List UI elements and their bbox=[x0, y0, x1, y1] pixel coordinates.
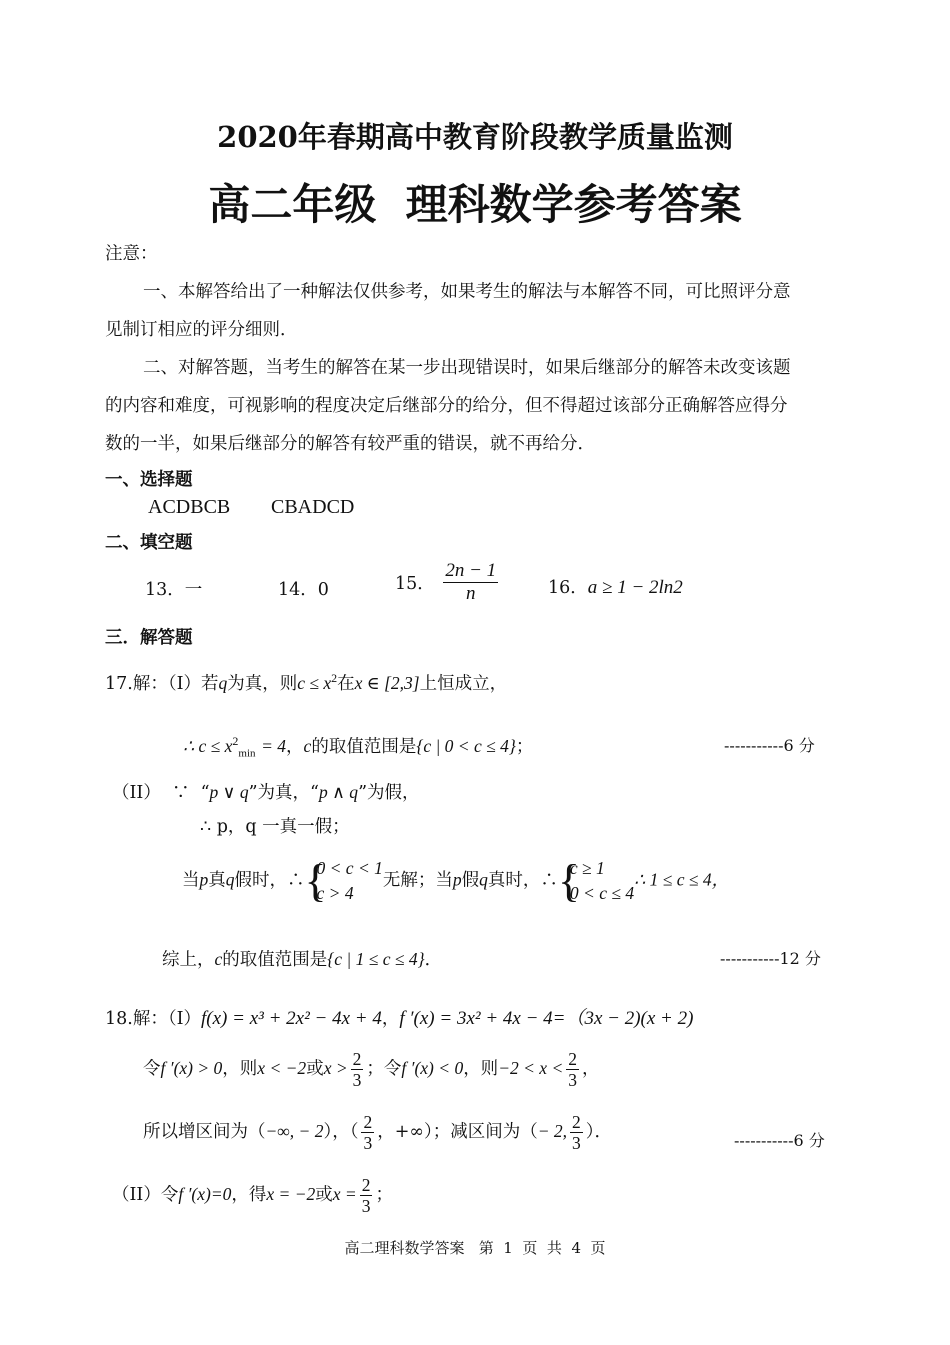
p17-no-solution: 无解；当 bbox=[382, 870, 453, 891]
p17-summary-text: 综上， bbox=[162, 950, 215, 970]
p17-case2-false: 假 bbox=[461, 870, 480, 891]
p17-text-3: 上恒成立， bbox=[419, 674, 508, 694]
q14-number: 14． bbox=[278, 580, 318, 600]
p18-x-lt-neg2: x < −2 bbox=[257, 1058, 307, 1079]
choice-answers-1-6: ACDBCB bbox=[148, 496, 231, 518]
p17-case2-true: 真时，∴ bbox=[487, 870, 558, 891]
p18-derivative: f ′(x) = 3x² + 4x − 4=（3x − 2)(x + 2) bbox=[399, 1008, 694, 1029]
p18-frac-3-num: 2 bbox=[363, 1112, 373, 1132]
page-footer: 高二理科数学答案 第 1 页 共 4 页 bbox=[344, 1239, 606, 1257]
p18-let-2: ；令 bbox=[366, 1059, 402, 1080]
q15-answer bbox=[395, 560, 501, 605]
note-2-line-2: 的内容和难度，可视影响的程度决定后继部分的给分，但不得超过该部分正确解答应得分 bbox=[105, 396, 788, 416]
p17-comma: ， bbox=[286, 737, 304, 757]
p17-text-2: 在 bbox=[337, 674, 355, 694]
p18-frac-5 bbox=[360, 1175, 373, 1216]
note-1-line-1: 一、本解答给出了一种解法仅供参考，如果考生的解法与本解答不同，可比照评分意 bbox=[143, 282, 791, 302]
p18-line-1 bbox=[105, 1003, 693, 1030]
p18-interval-1: −∞, − 2 bbox=[265, 1121, 324, 1142]
p17-p-or-q: p ∨ q bbox=[209, 782, 249, 802]
section-fill-heading: 二、填空题 bbox=[105, 533, 193, 553]
p18-comma: ， bbox=[381, 1009, 400, 1029]
document-title: 2020年春期高中教育阶段教学质量监测 bbox=[217, 120, 733, 154]
p18-comma-2: ， bbox=[582, 1059, 600, 1080]
p17-min-expr: ∴ c ≤ x bbox=[183, 736, 233, 756]
p18-decreasing-text: ，+∞）；减区间为（ bbox=[377, 1122, 538, 1143]
p17-line-2: ∴ $c \le x^2_{min} = 4$，c的取值范围是{c | 0 < c ≤ 4}； bbox=[183, 734, 534, 760]
p18-frac-4-den: 3 bbox=[572, 1133, 581, 1154]
p17-intro: 17.解：（I）若 bbox=[105, 674, 219, 694]
p18-frac-1-num: 2 bbox=[352, 1049, 362, 1069]
p17-line-3 bbox=[112, 779, 420, 804]
p17-line-4: ∴ p，q 一真一假； bbox=[200, 817, 350, 837]
p18-interval-3-start: − 2, bbox=[537, 1121, 568, 1142]
p18-frac-1-den: 3 bbox=[352, 1070, 362, 1091]
p17-system-2: { c ≥ 1 0 < c ≤ 4 bbox=[557, 855, 635, 906]
p17-summary-c: c bbox=[214, 949, 223, 969]
p18-x-gt: x > bbox=[323, 1058, 348, 1079]
p17-system-1-row-2: c > 4 bbox=[316, 883, 354, 903]
p18-fp-positive: f ′(x) > 0 bbox=[160, 1058, 223, 1079]
p17-system-2-row-2: 0 < c ≤ 4 bbox=[569, 883, 635, 903]
p17-summary bbox=[162, 946, 442, 971]
p17-semicolon: ； bbox=[515, 737, 534, 757]
q13-answer bbox=[145, 576, 202, 601]
p18-fp-negative: f ′(x) < 0 bbox=[401, 1058, 464, 1079]
p17-min-sub: min bbox=[238, 747, 256, 760]
p17-case-false: 假时，∴ bbox=[234, 870, 305, 891]
p17-case-true: 真 bbox=[208, 870, 226, 891]
p17-range-set: {c | 0 < c ≤ 4} bbox=[416, 736, 516, 756]
p18-fp-zero: f ′(x)=0 bbox=[178, 1184, 232, 1205]
p17-line-1: 17.解：（I）若q为真，则$c \le x^2$在x ∈ [2,3]上恒成立， bbox=[105, 671, 508, 694]
p18-frac-3-den: 3 bbox=[363, 1133, 373, 1154]
p18-frac-2-den: 3 bbox=[568, 1070, 578, 1091]
p18-then-2: ，则 bbox=[463, 1059, 499, 1080]
q14-value: 0 bbox=[317, 580, 329, 600]
q15-denominator: n bbox=[466, 582, 476, 604]
p18-function: f(x) = x³ + 2x² − 4x + 4 bbox=[201, 1008, 382, 1029]
q14-answer bbox=[278, 576, 329, 601]
p18-part2-let: （II）令 bbox=[112, 1185, 179, 1206]
q13-number: 13． bbox=[145, 580, 185, 600]
p18-or-1: 或 bbox=[306, 1059, 324, 1080]
p17-var-c: c bbox=[303, 736, 312, 756]
p17-system-1-row-1: 0 < c < 1 bbox=[316, 858, 383, 878]
p17-case-when: 当 bbox=[182, 870, 200, 891]
p17-summary-range-text: 的取值范围是 bbox=[222, 950, 328, 970]
p18-frac-5-num: 2 bbox=[361, 1175, 371, 1195]
p17-case2-p: p bbox=[452, 869, 462, 890]
section-solution-heading: 三．解答题 bbox=[105, 628, 193, 648]
document-subtitle: 高二年级 理科数学参考答案 bbox=[208, 180, 742, 229]
p18-frac-4-num: 2 bbox=[572, 1112, 581, 1132]
p18-get: ，得 bbox=[231, 1185, 267, 1206]
p17-p-and-q: p ∧ q bbox=[319, 782, 359, 802]
p17-case-p: p bbox=[199, 869, 209, 890]
p18-frac-1 bbox=[351, 1049, 364, 1090]
p17-part2-label: （II） ∵ “ bbox=[112, 783, 210, 803]
p18-frac-4 bbox=[570, 1112, 583, 1153]
note-2-line-1: 二、对解答题，当考生的解答在某一步出现错误时，如果后继部分的解答未改变该题 bbox=[143, 358, 791, 378]
p17-part2-text-1: ”为真，“ bbox=[248, 783, 319, 803]
p18-x-between: −2 < x < bbox=[498, 1058, 564, 1079]
p18-semicolon: ； bbox=[375, 1185, 393, 1206]
p17-inequality: c ≤ x bbox=[297, 673, 332, 693]
p18-let-1: 令 bbox=[143, 1059, 161, 1080]
p18-increasing-text: 所以增区间为（ bbox=[143, 1122, 266, 1143]
p17-score-1: -----------6 分 bbox=[724, 736, 815, 755]
notes-label: 注意： bbox=[105, 244, 158, 264]
p17-range-text: 的取值范围是 bbox=[311, 737, 417, 757]
p17-system-2-row-1: c ≥ 1 bbox=[569, 858, 605, 878]
q15-numerator: 2n − 1 bbox=[445, 560, 497, 581]
p18-frac-2 bbox=[566, 1049, 579, 1090]
p17-domain: x ∈ [2,3] bbox=[354, 673, 420, 693]
p18-score-1: -----------6 分 bbox=[734, 1131, 825, 1150]
p18-line-4 bbox=[112, 1175, 393, 1216]
p18-then-1: ，则 bbox=[222, 1059, 258, 1080]
q15-number: 15． bbox=[395, 573, 435, 594]
p17-case-q: q bbox=[225, 869, 235, 890]
q16-answer bbox=[548, 574, 683, 599]
note-1-line-2: 见制订相应的评分细则． bbox=[105, 320, 298, 340]
p17-score-2: -----------12 分 bbox=[720, 949, 821, 968]
p18-frac-3 bbox=[361, 1112, 374, 1153]
q13-value: 一 bbox=[184, 580, 203, 600]
p17-summary-set: {c | 1 ≤ c ≤ 4} bbox=[327, 949, 425, 969]
p18-interval-end: ）． bbox=[585, 1122, 613, 1143]
p18-line-3 bbox=[143, 1112, 612, 1153]
p18-frac-5-den: 3 bbox=[361, 1196, 371, 1217]
p17-min-val: = 4 bbox=[261, 736, 287, 756]
section-choice-heading: 一、选择题 bbox=[105, 470, 193, 490]
q16-value: a ≥ 1 − 2ln2 bbox=[587, 577, 683, 598]
p17-part2-text-2: ”为假， bbox=[358, 783, 420, 803]
p17-case-line bbox=[182, 856, 729, 906]
p18-root-1: x = −2 bbox=[266, 1184, 316, 1205]
p18-interval-sep: ），（ bbox=[323, 1122, 359, 1143]
q16-number: 16． bbox=[548, 578, 588, 598]
p18-intro: 18.解：（I） bbox=[105, 1009, 201, 1029]
q15-fraction bbox=[443, 560, 498, 605]
p17-case-result: ∴ 1 ≤ c ≤ 4， bbox=[634, 869, 730, 890]
p18-or-2: 或 bbox=[315, 1185, 333, 1206]
p17-system-1: { 0 < c < 1 c > 4 bbox=[304, 855, 383, 906]
choice-answers-7-12: CBADCD bbox=[271, 496, 355, 518]
p18-line-2 bbox=[143, 1049, 600, 1090]
p17-q: q bbox=[218, 673, 228, 693]
p17-summary-period: ． bbox=[424, 950, 443, 970]
p17-case2-q: q bbox=[479, 869, 488, 890]
p18-root-2: x = bbox=[332, 1184, 357, 1205]
note-2-line-3: 数的一半，如果后继部分的解答有较严重的错误，就不再给分． bbox=[105, 434, 595, 454]
p17-text-1: 为真，则 bbox=[227, 674, 298, 694]
p18-frac-2-num: 2 bbox=[568, 1049, 578, 1069]
